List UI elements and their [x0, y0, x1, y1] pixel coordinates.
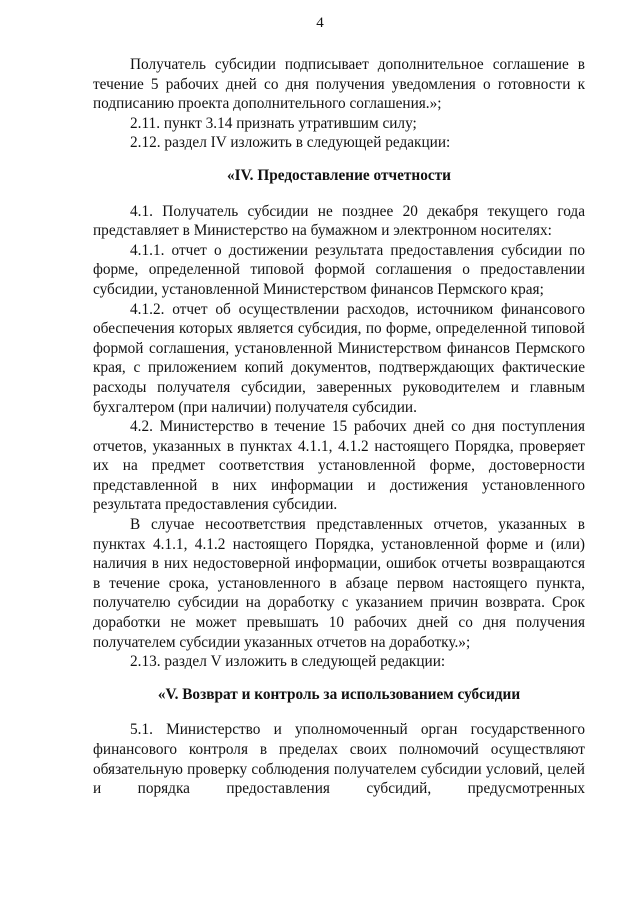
spacer [93, 186, 585, 202]
paragraph-4-1: 4.1. Получатель субсидии не позднее 20 декабря текущего года представляет в Министерство на бумажном и электронном носителях: [93, 202, 585, 240]
paragraph-4-1-2: 4.1.2. отчет об осуществлении расходов, источником финансового обеспечения которых является субсидия, по форме, определенной типовой формой соглашения, установленной Министерством финансов Пермского края, с приложением копий документов, подтверждающих фактические расходы получателя субсидии, заверенных руководителем и главным бухгалтером (при наличии) получателя субсидии. [93, 300, 585, 416]
page-number: 4 [316, 15, 324, 31]
paragraph-2-12: 2.12. раздел IV изложить в следующей редакции: [130, 134, 451, 152]
paragraph-2-13: 2.13. раздел V изложить в следующей редакции: [130, 653, 446, 671]
paragraph-4-2: 4.2. Министерство в течение 15 рабочих дней со дня поступления отчетов, указанных в пунктах 4.1.1, 4.1.2 настоящего Порядка, проверяет их на предмет соответствия установленной форме, достоверности представленной в них информации и достижения установленного результата предоставления субсидии. [93, 418, 585, 514]
section-heading-iv: «IV. Предоставление отчетности [227, 166, 451, 184]
section-heading-v: «V. Возврат и контроль за использованием субсидии [157, 685, 521, 703]
spacer [93, 704, 585, 720]
spacer [93, 153, 585, 166]
paragraph-5-1: 5.1. Министерство и уполномоченный орган государственного финансового контроля в пределах своих полномочий осуществляют обязательную проверку соблюдения получателем субсидии условий, целей и порядка предоставления субсидий, предусмотренных [93, 721, 585, 798]
paragraph-2-11: 2.11. пункт 3.14 признать утратившим силу; [130, 114, 417, 132]
paragraph-4-1-1: 4.1.1. отчет о достижении результата предоставления субсидии по форме, определенной типовой формой соглашения о предоставлении субсидии, установленной Министерством финансов Пермского края; [93, 241, 585, 298]
paragraph-signing-term: Получатель субсидии подписывает дополнительное соглашение в течение 5 рабочих дней со дня получения уведомления о готовности к подписанию проекта дополнительного соглашения.»; [93, 56, 585, 113]
document-body [93, 55, 585, 799]
spacer [93, 672, 585, 685]
paragraph-4-2-return: В случае несоответствия представленных отчетов, указанных в пунктах 4.1.1, 4.1.2 настоящего Порядка, установленной форме и (или) наличия в них недостоверной информации, ошибок отчеты возвращаются в течение срока, установленного в абзаце первом настоящего пункта, получателю субсидии на доработку с указанием причин возврата. Срок доработки не может превышать 10 рабочих дней со дня получения получателем субсидии указанных отчетов на доработку.»; [93, 516, 585, 651]
